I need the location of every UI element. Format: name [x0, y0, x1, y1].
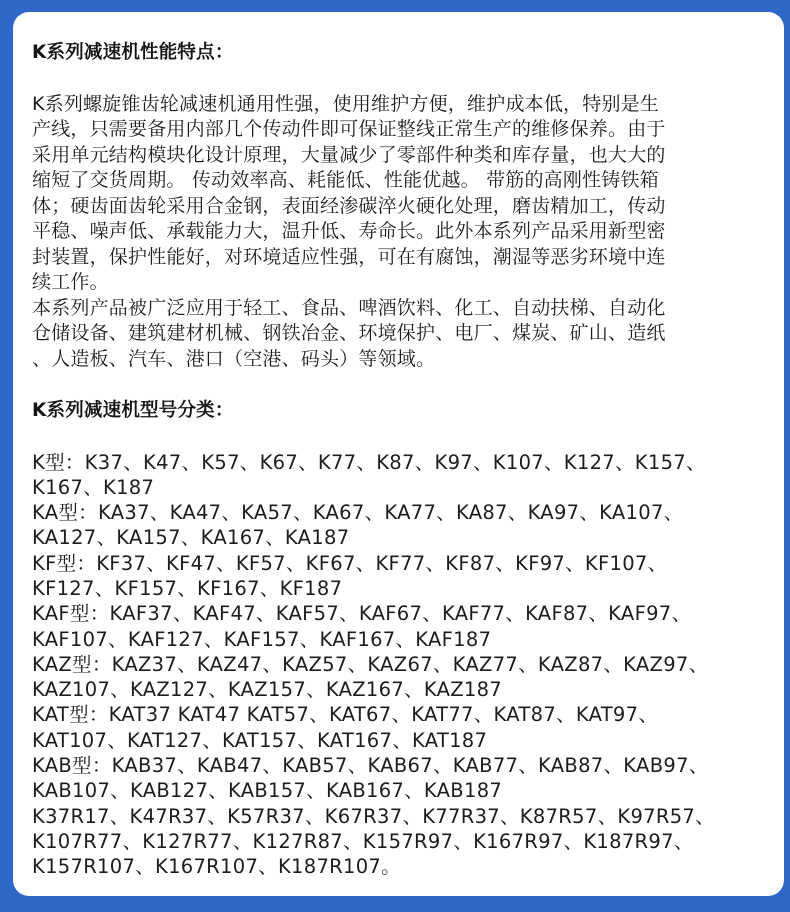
model-line: KF型：KF37、KF47、KF57、KF67、KF77、KF87、KF97、KF107、: [32, 551, 668, 575]
text-line: 本系列产品被广泛应用于轻工、食品、啤酒饮料、化工、自动扶梯、自动化: [32, 296, 666, 319]
model-line: K107R77、K127R77、K127R87、K157R97、K167R97、K187R97、: [32, 829, 694, 853]
model-list: [32, 450, 782, 880]
model-line: K型：K37、K47、K57、K67、K77、K87、K97、K107、K127、K157、: [32, 450, 706, 474]
model-line: KA127、KA157、KA167、KA187: [32, 526, 350, 550]
model-line: KAT107、KAT127、KAT157、KAT167、KAT187: [32, 728, 488, 752]
text-line: 仓储设备、建筑建材机械、钢铁冶金、环境保护、电厂、煤炭、矿山、造纸: [32, 322, 666, 344]
model-line: K167、K187: [32, 475, 155, 499]
model-line: K157R107、K167R107、K187R107。: [32, 855, 401, 879]
content-card: [13, 12, 784, 896]
model-line: KAB107、KAB127、KAB157、KAB167、KAB187: [32, 779, 503, 803]
document-body: [32, 40, 782, 880]
model-line: K37R17、K47R37、K57R37、K67R37、K77R37、K87R57、K97R57、: [32, 804, 715, 828]
text-line: 平稳、噪声低、承载能力大，温升低、寿命长。此外本系列产品采用新型密: [32, 220, 666, 242]
model-line: KF127、KF157、KF167、KF187: [32, 576, 343, 600]
text-line: 采用单元结构模块化设计原理，大量减少了零部件种类和库存量，也大大的: [32, 143, 666, 166]
text-line: K系列螺旋锥齿轮减速机通用性强，使用维护方便，维护成本低，特别是生: [32, 92, 660, 115]
applications-paragraph: [32, 296, 782, 373]
model-line: KAF型：KAF37、KAF47、KAF57、KAF67、KAF77、KAF87、KAF97、: [32, 602, 692, 626]
text-line: 产线，只需要备用内部几个传动件即可保证整线正常生产的维修保养。由于: [32, 118, 666, 140]
text-line: 、人造板、汽车、港口（空港、码头）等领域。: [32, 347, 436, 370]
text-line: 体；硬齿面齿轮采用合金钢，表面经渗碳淬火硬化处理，磨齿精加工，传动: [32, 194, 666, 217]
features-heading: K系列减速机性能特点：: [32, 42, 234, 63]
model-line: KAZ型：KAZ37、KAZ47、KAZ57、KAZ67、KAZ77、KAZ87、KAZ97、: [32, 652, 709, 676]
model-line: KA型：KA37、KA47、KA57、KA67、KA77、KA87、KA97、KA107、: [32, 501, 684, 525]
text-line: 续工作。: [32, 271, 109, 293]
model-line: KAZ107、KAZ127、KAZ157、KAZ167、KAZ187: [32, 678, 503, 702]
model-line: KAB型：KAB37、KAB47、KAB57、KAB67、KAB77、KAB87、KAB97、: [32, 754, 709, 778]
text-line: 封装置，保护性能好，对环境适应性强，可在有腐蚀，潮湿等恶劣环境中连: [32, 245, 666, 268]
model-line: KAT型：KAT37 KAT47 KAT57、KAT67、KAT77、KAT87、KAT97、: [32, 703, 659, 727]
features-paragraph: [32, 92, 782, 296]
models-heading: K系列减速机型号分类：: [32, 400, 234, 421]
model-line: KAF107、KAF127、KAF157、KAF167、KAF187: [32, 627, 492, 651]
text-line: 缩短了交货周期。 传动效率高、耗能低、性能优越。 带筋的高刚性铸铁箱: [32, 169, 659, 191]
